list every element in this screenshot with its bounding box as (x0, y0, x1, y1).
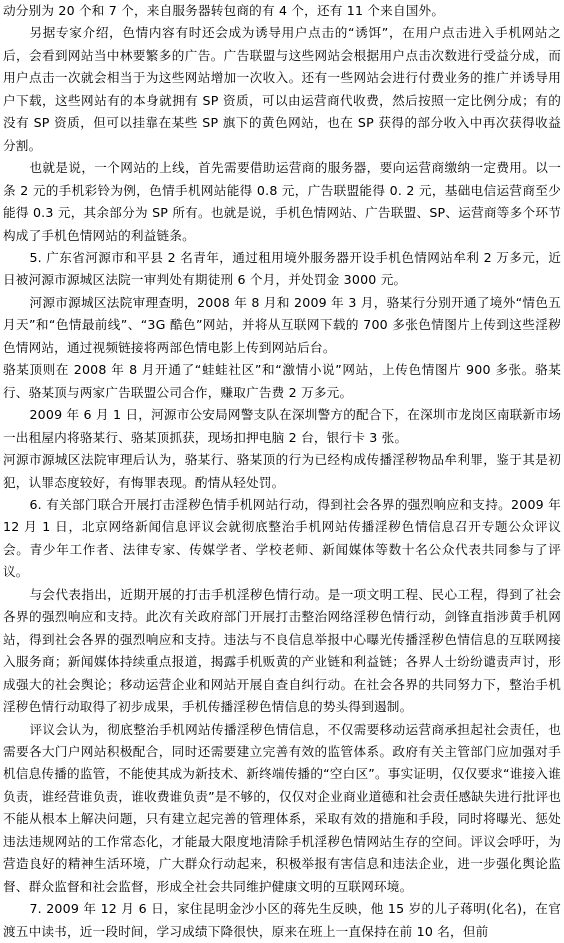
paragraph: 动分别为 20 个和 7 个，来自服务器转包商的有 4 个，还有 11 个来自国外。 (3, 3, 445, 18)
paragraph: 2009 年 6 月 1 日，河源市公安局网警支队在深圳警方的配合下，在深圳市龙岗区南联新市场一出租屋内将骆某行、骆某顶抓获，现场扣押电脑 2 台，银行卡 3 张。 (3, 407, 561, 445)
paragraph: 6. 有关部门联合开展打击淫秽色情手机网站行动，得到社会各界的强烈响应和支持。2009 年 12 月 1 日，北京网络新闻信息评议会就彻底整治手机网站传播淫秽色情信息召开专题公众评议会。青少年工作者、法律专家、传媒学者、学校老师、新闻媒体等数十名公众代表共同参与了评议。 (3, 496, 561, 580)
paragraph: 与会代表指出，近期开展的打击手机淫秽色情行动。是一项文明工程、民心工程，得到了社会各界的强烈响应和支持。此次有关政府部门开展打击整治网络淫秽色情行动，剑锋直指涉黄手机网站，得到社会各界的强烈响应和支持。违法与不良信息举报中心曝光传播淫秽色情信息的互联网接入服务商；新闻媒体持续重点报道，揭露手机贩黄的产业链和利益链；各界人士纷纷谴责声讨，形成强大的社会舆论；移动运营企业和网站开展自查自纠行动。在社会各界的共同努力下，整治手机淫秽色情行动取得了初步成果，手机传播淫秽色情信息的势头得到遏制。 (3, 586, 561, 715)
paragraph: 河源市源城区法院审理查明，2008 年 8 月和 2009 年 3 月，骆某行分别开通了境外“情色五月天”和“色情最前线”、“3G 酷色”网站，并将从互联网下载的 700 多张色情图片上传到这些淫秽色情网站，通过视频链接将两部色情电影上传到网站后台。 (3, 294, 561, 355)
paragraph: 5. 广东省河源市和平县 2 名青年，通过租用境外服务器开设手机色情网站牟利 2 万多元，近日被河源市源城区法院一审判处有期徒刑 6 个月，并处罚金 3000 元。 (3, 249, 561, 288)
paragraph: 河源市源城区法院审理后认为，骆某行、骆某顶的行为已经构成传播淫秽物品牟利罪，鉴于其是初犯，认罪态度较好，有悔罪表现。酌情从轻处罚。 (3, 452, 561, 490)
paragraph: 评议会认为，彻底整治手机网站传播淫秽色情信息，不仅需要移动运营商承担起社会责任，也需要各大门户网站积极配合，同时还需要建立完善有效的监管体系。政府有关主管部门应加强对手机信息传播的监管，不能使其成为新技术、新终端传播的“空白区”。事实证明，仅仅要求“谁接入谁负责，谁经营谁负责，谁收费谁负责”是不够的，仅仅对企业商业道德和社会责任感缺失进行批评也不能从根本上解决问题，只有建立起完善的管理体系，采取有效的措施和手段，同时将曝光、惩处违法违规网站的工作常态化，才能最大限度地清除手机淫秽色情网站生存的空间。评议会呼吁，为营造良好的精神生活环境，广大群众行动起来，积极举报有害信息和违法企业，进一步强化舆论监督、群众监督和社会监督，形成全社会共同维护健康文明的互联网环境。 (3, 721, 561, 894)
paragraph: 7. 2009 年 12 月 6 日，家住昆明金沙小区的蒋先生反映，他 15 岁的儿子蒋明(化名)，在官渡五中读书，近一段时间，学习成绩下降很快，原来在班上一直保持在前 10 名，但前 (3, 901, 561, 939)
paragraph: 另据专家介绍，色情内容有时还会成为诱导用户点击的“诱饵”，在用户点击进入手机网站之后，会看到网站当中林要繁多的广告。广告联盟与这些网站会根据用户点击次数进行受益分成，而用户点击一次就会相当于为这些网站增加一次收入。还有一些网站会进行付费业务的推广并诱导用户下载，这些网站有的本身就拥有 SP 资质，可以由运营商代收费，然后按照一定比例分成；有的没有 SP 资质，但可以挂靠在某些 SP 旗下的黄色网站，也在 SP 获得的部分收入中再次获得收益分割。 (3, 25, 561, 153)
paragraph: 骆某顶则在 2008 年 8 月开通了“蛙蛙社区”和“激情小说”网站，上传色情图片 900 多张。骆某行、骆某顶与两家广告联盟公司合作，赚取广告费 2 万多元。 (3, 362, 561, 400)
paragraph: 也就是说，一个网站的上线，首先需要借助运营商的服务器，要向运营商缴纳一定费用。以一条 2 元的手机彩铃为例，色情手机网站能得 0.8 元，广告联盟能得 0. 2 元，基础电信运营商至少能得 0.3 元，其余部分为 SP 所有。也就是说，手机色情网站、广告联盟、SP、运营商等多个环节构成了手机色情网站的利益链条。 (3, 160, 561, 243)
